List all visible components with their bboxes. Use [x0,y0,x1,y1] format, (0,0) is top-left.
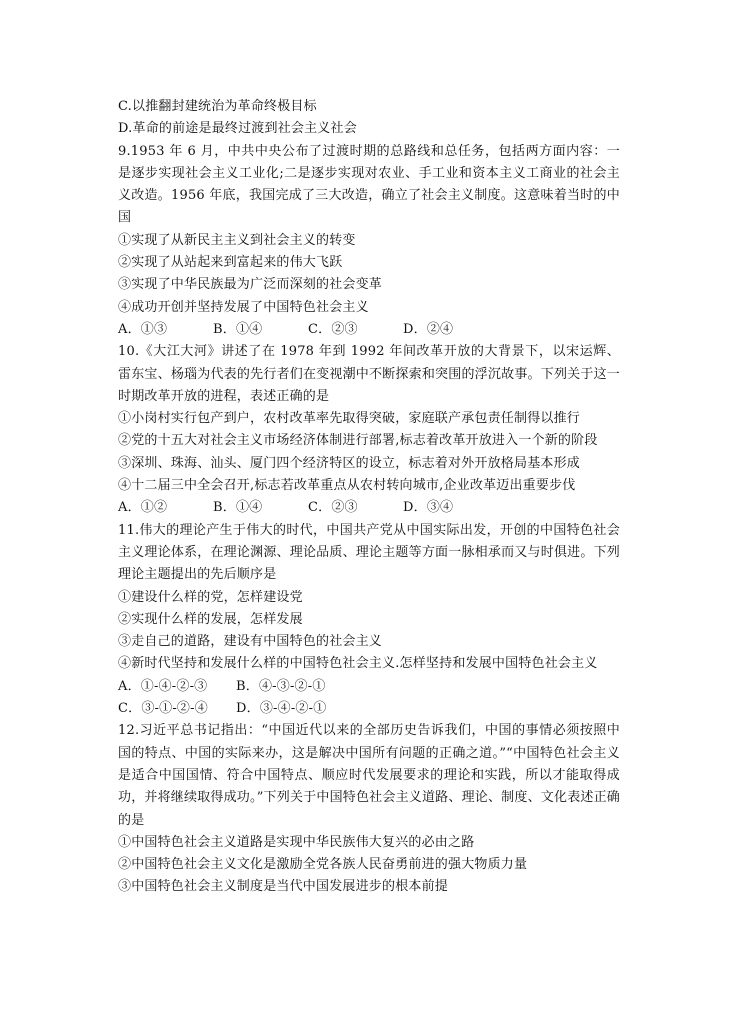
q10-options [118,497,620,519]
q10-option-d: D．③④ [403,500,454,516]
q11-option-c: C．③-①-②-④ [118,701,208,717]
q9-item-4: ④成功开创并坚持发展了中国特色社会主义 [118,299,369,315]
q11-item-4: ④新时代坚持和发展什么样的中国特色社会主义.怎样坚持和发展中国特色社会主义 [118,656,598,672]
q9-item-1: ①实现了从新民主主义到社会主义的转变 [118,232,356,248]
q9-item-2: ②实现了从站起来到富起来的伟大飞跃 [118,255,343,271]
q11-item-3: ③走自己的道路，建设有中国特色的社会主义 [118,634,383,650]
q12-stem: 12.习近平总书记指出：“中国近代以来的全部历史告诉我们，中国的事情必须按照中国的特点、中国的实际来办，这是解决中国所有问题的正确之道。”“中国特色社会主义是适合中国国情、符合中国特点、顺应时代发展要求的理论和实践，所以才能取得成功，并将继续取得成功。”下列关于中国特色社会主义道路、理论、制度、文化表述正确的是 [118,723,620,828]
q8-option-d: D.革命的前途是最终过渡到社会主义社会 [118,121,357,137]
q9-option-b: B．①④ [213,321,263,337]
q10-option-b: B．①④ [213,500,263,516]
q11-item-1: ①建设什么样的党，怎样建设党 [118,589,303,605]
q10-option-a: A．①② [118,500,168,516]
q11-option-b: B．④-③-②-① [236,678,326,694]
q12-item-2: ②中国特色社会主义文化是激励全党各族人民奋勇前进的强大物质力量 [118,857,528,873]
q9-item-3: ③实现了中华民族最为广泛而深刻的社会变革 [118,277,383,293]
q10-item-1: ①小岗村实行包产到户，农村改革率先取得突破，家庭联产承包责任制得以推行 [118,411,581,427]
q9-options [118,319,620,341]
q10-item-2: ②党的十五大对社会主义市场经济体制进行部署,标志着改革开放进入一个新的阶段 [118,433,598,449]
q11-option-a: A．①-④-②-③ [118,678,208,694]
q8-option-c: C.以推翻封建统治为革命终极目标 [118,99,317,114]
q12-item-3: ③中国特色社会主义制度是当代中国发展进步的根本前提 [118,879,449,895]
q11-options-row-1 [118,676,620,698]
exam-page [118,96,620,899]
q10-item-3: ③深圳、珠海、汕头、厦门四个经济特区的设立，标志着对外开放格局基本形成 [118,455,581,471]
q10-option-c: C．②③ [308,500,358,516]
q9-option-c: C．②③ [308,321,358,337]
q10-stem: 10.《大江大河》讲述了在 1978 年到 1992 年间改革开放的大背景下，以宋运辉、雷东宝、杨瑙为代表的先行者们在变视潮中不断探索和突围的浮沉故事。下列关于这一时期改革开放的进程，表述正确的是 [118,344,620,404]
q11-option-d: D．③-④-②-① [236,701,327,717]
q9-option-a: A．①③ [118,321,168,337]
q11-options-row-2 [118,698,620,720]
q12-item-1: ①中国特色社会主义道路是实现中华民族伟大复兴的必由之路 [118,834,475,850]
q10-item-4: ④十二届三中全会召开,标志若改革重点从农村转向城市,企业改革迈出重要步伐 [118,478,576,494]
q9-stem: 9.1953 年 6 月，中共中央公布了过渡时期的总路线和总任务，包括两方面内容：一是逐步实现社会主义工业化;二是逐步实现对农业、手工业和资本主义工商业的社会主义改造。1956 年底，我国完成了三大改造，确立了社会主义制度。这意味着当时的中国 [118,143,620,226]
q9-option-d: D．②④ [403,321,454,337]
q11-stem: 11.伟大的理论产生于伟大的时代，中国共产党从中国实际出发，开创的中国特色社会主义理论体系，在理论渊源、理论品质、理论主题等方面一脉相承而又与时俱进。下列理论主题提出的先后顺序是 [118,522,620,583]
q11-item-2: ②实现什么样的发展，怎样发展 [118,611,303,627]
